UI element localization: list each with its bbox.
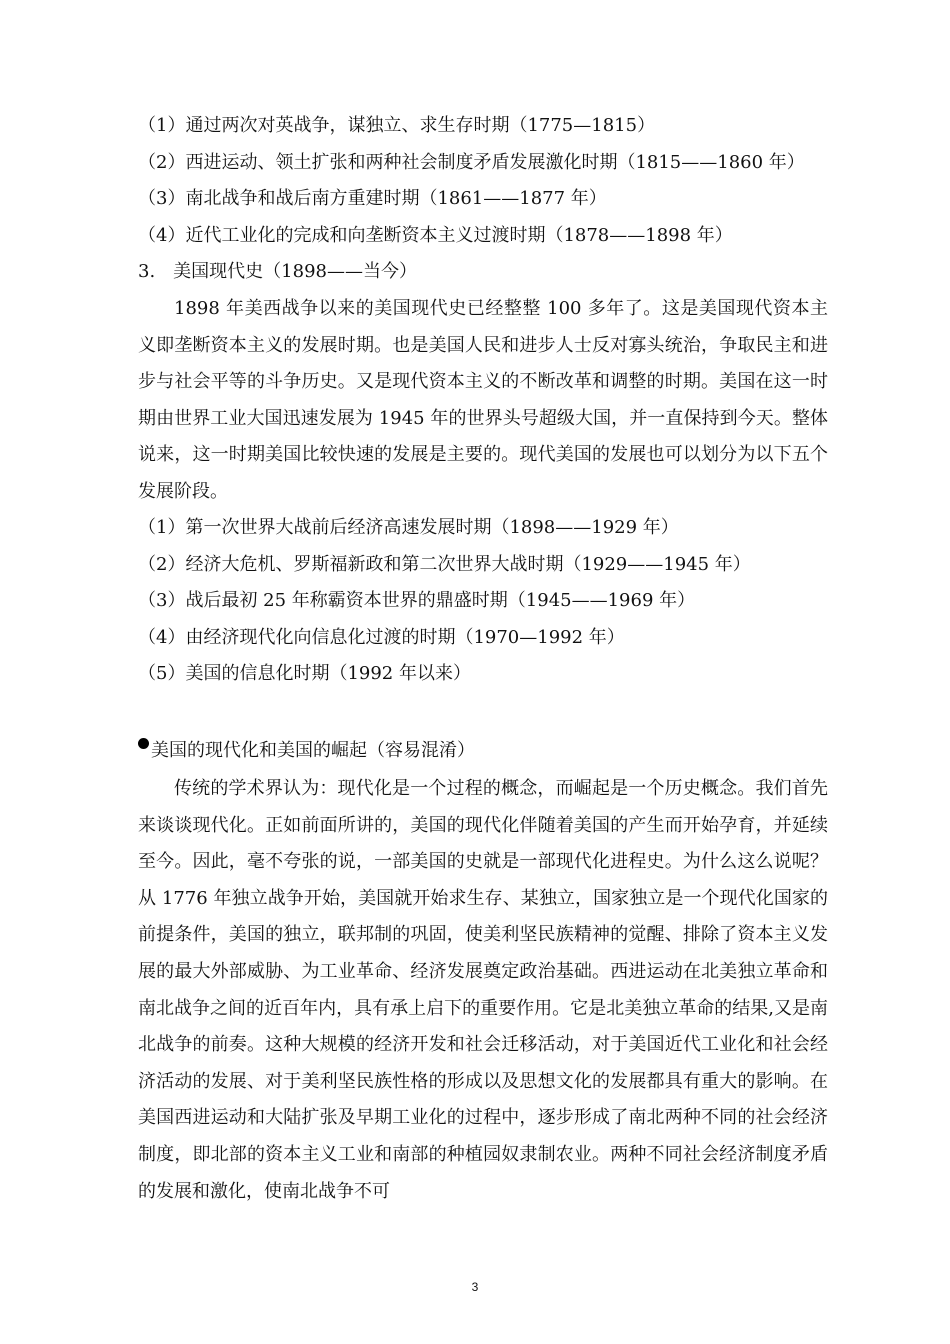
bullet-heading-text: 美国的现代化和美国的崛起（容易混淆）: [151, 740, 475, 761]
list-item: （5）美国的信息化时期（1992 年以来）: [138, 663, 471, 684]
list-item: （2）经济大危机、罗斯福新政和第二次世界大战时期（1929——1945 年）: [138, 553, 751, 575]
list-item: （2）西进运动、领土扩张和两种社会制度矛盾发展激化时期（1815——1860 年）: [138, 151, 805, 173]
bullet-icon: [138, 738, 149, 749]
list-item: （3）南北战争和战后南方重建时期（1861——1877 年）: [138, 188, 607, 209]
section2-period-list: [138, 108, 828, 254]
list-item: （1）通过两次对英战争，谋独立、求生存时期（1775—1815）: [138, 115, 656, 136]
section3-paragraph: 1898 年美西战争以来的美国现代史已经整整 100 多年了。这是美国现代资本主义即垄断资本主义的发展时期。也是美国人民和进步人士反对寡头统治，争取民主和进步与社会平等的斗争历史。又是现代资本主义的不断改革和调整的时期。美国在这一时期由世界工业大国迅速发展为 1945 年的世界头号超级大国，并一直保持到今天。整体说来，这一时期美国比较快速的发展是主要的。现代美国的发展也可以划分为以下五个发展阶段。: [138, 298, 828, 502]
list-item: （1）第一次世界大战前后经济高速发展时期（1898——1929 年）: [138, 517, 679, 538]
list-item: （4）近代工业化的完成和向垄断资本主义过渡时期（1878——1898 年）: [138, 224, 733, 246]
bullet-paragraph: 传统的学术界认为：现代化是一个过程的概念，而崛起是一个历史概念。我们首先来谈谈现代化。正如前面所讲的，美国的现代化伴随着美国的产生而开始孕育，并延续至今。因此，毫不夸张的说，一部美国的史就是一部现代化进程史。为什么这么说呢？从 1776 年独立战争开始，美国就开始求生存、某独立，国家独立是一个现代化国家的前提条件，美国的独立，联邦制的巩固，使美利坚民族精神的觉醒、排除了资本主义发展的最大外部威胁、为工业革命、经济发展奠定政治基础。西进运动在北美独立革命和南北战争之间的近百年内，具有承上启下的重要作用。它是北美独立革命的结果,又是南北战争的前奏。这种大规模的经济开发和社会迁移活动，对于美国近代工业化和社会经济活动的发展、对于美利坚民族性格的形成以及思想文化的发展都具有重大的影响。在美国西进运动和大陆扩张及早期工业化的过程中，逐步形成了南北两种不同的社会经济制度，即北部的资本主义工业和南部的种植园奴隶制农业。两种不同社会经济制度矛盾的发展和激化，使南北战争不可: [138, 778, 828, 1202]
list-item: （4）由经济现代化向信息化过渡的时期（1970—1992 年）: [138, 626, 625, 648]
bullet-heading: [138, 733, 475, 769]
page-number: 3: [471, 1280, 479, 1294]
section3-heading: 3. 美国现代史（1898——当今）: [138, 261, 417, 282]
section3-period-list: [138, 510, 828, 693]
list-item: （3）战后最初 25 年称霸资本世界的鼎盛时期（1945——1969 年）: [138, 590, 696, 611]
